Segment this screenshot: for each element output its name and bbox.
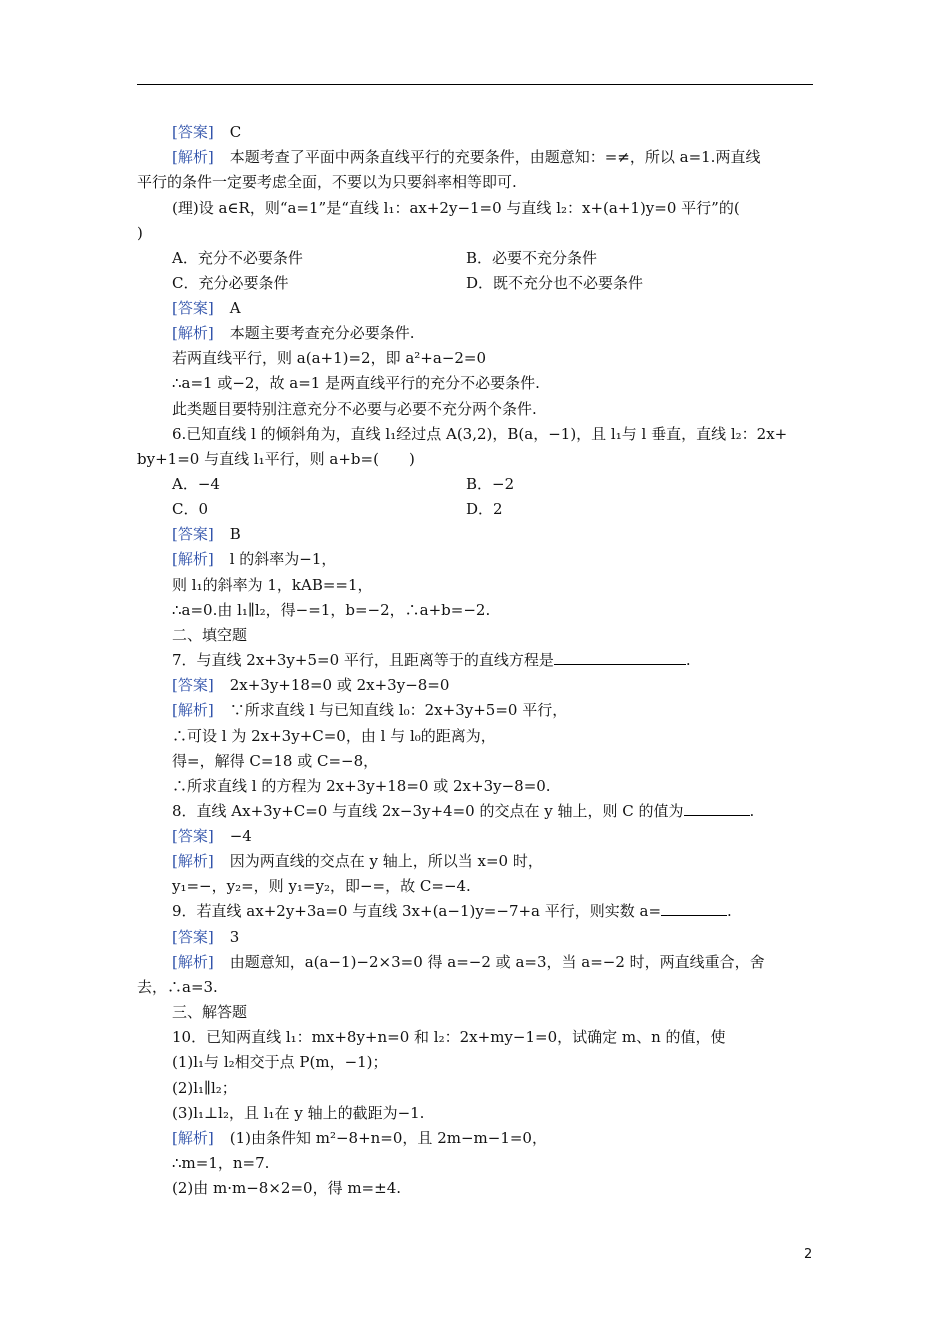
text-line [172, 650, 691, 670]
text-line [172, 1128, 547, 1148]
line-text: B．必要不充分条件 [466, 249, 598, 267]
line-text: A [229, 299, 241, 317]
text-line [172, 1178, 401, 1198]
line-text: D．2 [466, 500, 503, 518]
answer-blank [554, 650, 686, 665]
text-line [172, 776, 551, 796]
line-text: A．−4 [172, 475, 220, 493]
line-text: by+1=0 与直线 l₁平行，则 a+b=( ) [137, 450, 415, 468]
text-line [172, 876, 471, 896]
line-text: 7．与直线 2x+3y+5=0 平行，且距离等于的直线方程是 [172, 651, 554, 669]
line-end: . [685, 651, 691, 669]
line-text: ∴m=1，n=7. [172, 1154, 270, 1172]
text-line [172, 575, 373, 595]
text-line [172, 1153, 269, 1173]
text-line [172, 1078, 237, 1098]
section-tag: [解析] [172, 852, 214, 870]
text-line [172, 1052, 388, 1072]
header-rule [137, 84, 813, 85]
text-line [172, 600, 490, 620]
text-line [172, 373, 540, 393]
text-line [137, 449, 415, 469]
text-line [172, 901, 732, 921]
section-tag: [解析] [172, 550, 214, 568]
line-text: 此类题目要特别注意充分不必要与必要不充分两个条件. [172, 400, 537, 418]
text-line [172, 122, 241, 142]
line-text: 本题主要考查充分必要条件. [229, 324, 415, 342]
text-line [172, 1027, 726, 1047]
section-tag: [解析] [172, 148, 214, 166]
text-line [137, 223, 143, 243]
line-text: 二、填空题 [172, 626, 248, 644]
line-text: ∵所求直线 l 与已知直线 l₀：2x+3y+5=0 平行， [229, 701, 568, 719]
text-line [172, 625, 247, 645]
text-line [172, 298, 241, 318]
section-tag: [解析] [172, 701, 214, 719]
text-line [172, 499, 208, 519]
line-text: ∴所求直线 l 的方程为 2x+3y+18=0 或 2x+3y−8=0. [172, 777, 551, 795]
page-number: 2 [804, 1247, 813, 1262]
line-text: 2x+3y+18=0 或 2x+3y−8=0 [229, 676, 450, 694]
text-line [172, 1103, 424, 1123]
text-line [172, 198, 740, 218]
line-text: 本题考查了平面中两条直线平行的充要条件，由题意知：=≠，所以 a=1.两直线 [229, 148, 761, 166]
line-text: C [229, 123, 242, 141]
line-text: 8．直线 Ax+3y+C=0 与直线 2x−3y+4=0 的交点在 y 轴上，则 C 的值为 [172, 802, 684, 820]
section-tag: [答案] [172, 525, 214, 543]
line-text: 三、解答题 [172, 1003, 248, 1021]
text-line [172, 399, 537, 419]
line-text: −4 [229, 827, 252, 845]
text-line [466, 474, 514, 494]
text-line [172, 851, 543, 871]
text-line [172, 323, 415, 343]
text-line [172, 801, 754, 821]
line-text: ∴a=0.由 l₁∥l₂，得−=1，b=−2，∴a+b=−2. [172, 601, 491, 619]
line-text: 因为两直线的交点在 y 轴上，所以当 x=0 时， [229, 852, 543, 870]
line-end: . [727, 902, 732, 920]
text-line [172, 474, 220, 494]
text-line [172, 675, 449, 695]
line-text: 若两直线平行，则 a(a+1)=2，即 a²+a−2=0 [172, 349, 487, 367]
line-text: 则 l₁的斜率为 1，kAB==1， [172, 576, 373, 594]
text-line [137, 977, 218, 997]
text-line [466, 499, 503, 519]
section-tag: [解析] [172, 324, 214, 342]
text-line [137, 172, 517, 192]
line-text: C．充分必要条件 [172, 274, 289, 292]
text-line [172, 726, 496, 746]
text-line [466, 248, 597, 268]
line-text: 由题意知，a(a−1)−2×3=0 得 a=−2 或 a=3，当 a=−2 时，两直线重合，舍 [229, 953, 765, 971]
line-text: (2)由 m·m−8×2=0，得 m=±4. [172, 1179, 402, 1197]
answer-blank [684, 801, 750, 816]
text-line [172, 248, 303, 268]
line-text: ∴可设 l 为 2x+3y+C=0，由 l 与 l₀的距离为， [172, 727, 496, 745]
line-text: (1)l₁与 l₂相交于点 P(m，−1)； [172, 1053, 388, 1071]
text-line [172, 751, 378, 771]
line-text: ∴a=1 或−2，故 a=1 是两直线平行的充分不必要条件. [172, 374, 540, 392]
answer-blank [661, 901, 727, 916]
line-end: . [749, 802, 755, 820]
line-text: ) [137, 224, 143, 242]
line-text: A．充分不必要条件 [172, 249, 303, 267]
line-text: (3)l₁⊥l₂，且 l₁在 y 轴上的截距为−1. [172, 1104, 425, 1122]
section-tag: [答案] [172, 928, 214, 946]
line-text: 10．已知两直线 l₁：mx+8y+n=0 和 l₂：2x+my−1=0，试确定 m、n 的值，使 [172, 1028, 726, 1046]
text-line [172, 952, 765, 972]
text-line [172, 147, 760, 167]
line-text: (2)l₁∥l₂； [172, 1079, 237, 1097]
line-text: B．−2 [466, 475, 515, 493]
text-line [172, 549, 336, 569]
section-tag: [解析] [172, 953, 214, 971]
line-text: l 的斜率为−1， [229, 550, 337, 568]
line-text: (1)由条件知 m²−8+n=0，且 2m−m−1=0， [229, 1129, 547, 1147]
line-text: 平行的条件一定要考虑全面，不要以为只要斜率相等即可. [137, 173, 517, 191]
line-text: 去，∴a=3. [137, 978, 218, 996]
section-tag: [答案] [172, 827, 214, 845]
line-text: B [229, 525, 241, 543]
section-tag: [答案] [172, 676, 214, 694]
text-line [466, 273, 643, 293]
text-line [172, 424, 787, 444]
line-text: y₁=−，y₂=，则 y₁=y₂，即−=，故 C=−4. [172, 877, 471, 895]
line-text: 得=，解得 C=18 或 C=−8， [172, 752, 379, 770]
text-line [172, 348, 486, 368]
text-line [172, 524, 241, 544]
text-line [172, 273, 288, 293]
line-text: 6.已知直线 l 的倾斜角为，直线 l₁经过点 A(3,2)，B(a，−1)，且 l₁与 l 垂直，直线 l₂：2x+ [172, 425, 788, 443]
text-line [172, 1002, 247, 1022]
text-line [172, 927, 239, 947]
line-text: D．既不充分也不必要条件 [466, 274, 644, 292]
line-text: C．0 [172, 500, 209, 518]
section-tag: [解析] [172, 1129, 214, 1147]
line-text: 3 [229, 928, 240, 946]
section-tag: [答案] [172, 299, 214, 317]
line-text: (理)设 a∈R，则“a=1”是“直线 l₁：ax+2y−1=0 与直线 l₂：x+(a+1)y=0 平行”的( [172, 199, 740, 217]
text-line [172, 700, 567, 720]
line-text: 9．若直线 ax+2y+3a=0 与直线 3x+(a−1)y=−7+a 平行，则实数 a= [172, 902, 662, 920]
text-line [172, 826, 252, 846]
section-tag: [答案] [172, 123, 214, 141]
